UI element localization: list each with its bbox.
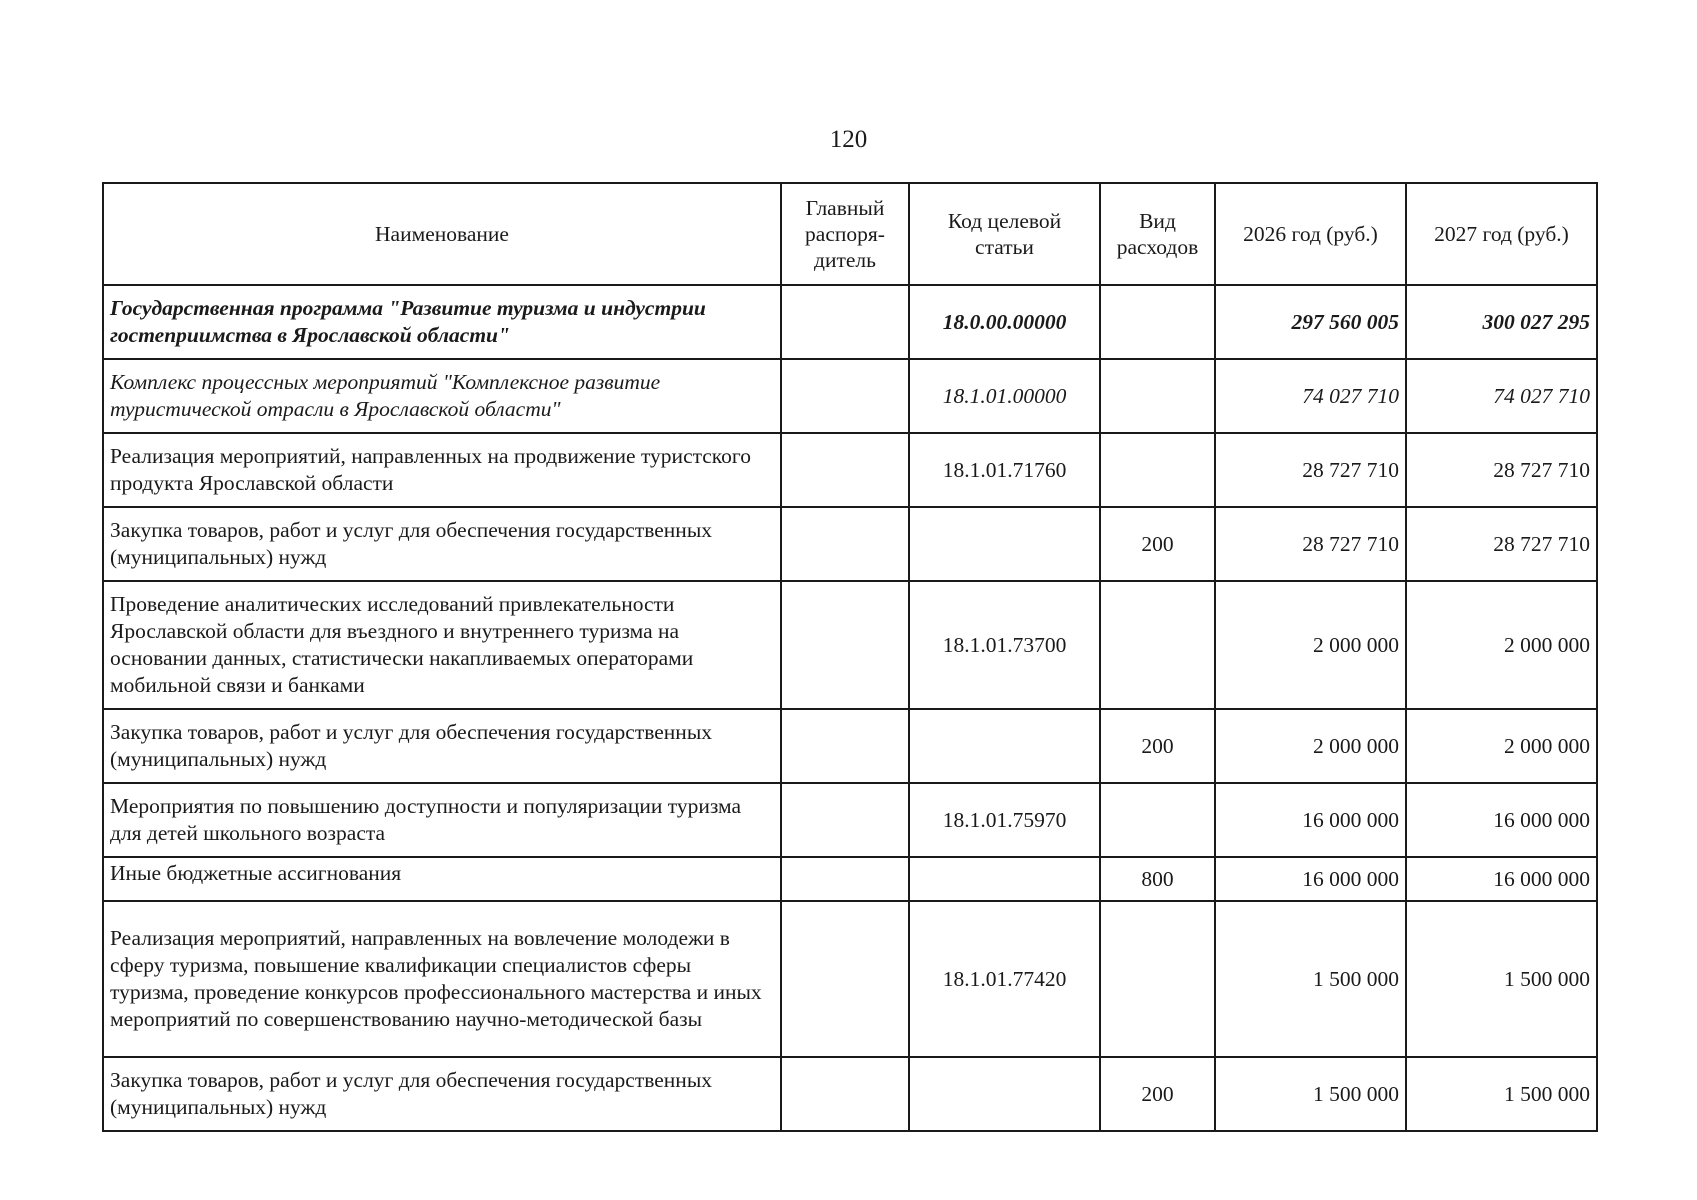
row-expense-type [1100, 783, 1215, 857]
row-year-2026: 1 500 000 [1215, 1057, 1406, 1131]
row-year-2027: 1 500 000 [1406, 1057, 1597, 1131]
table-row [103, 285, 1597, 359]
row-expense-type: 200 [1100, 1057, 1215, 1131]
table-row [103, 1057, 1597, 1131]
row-expense-type [1100, 581, 1215, 709]
table-row [103, 857, 1597, 901]
row-year-2027: 28 727 710 [1406, 433, 1597, 507]
header-code: Код целевой статьи [909, 183, 1100, 285]
row-manager [781, 709, 909, 783]
row-code [909, 709, 1100, 783]
row-manager [781, 1057, 909, 1131]
row-year-2026: 28 727 710 [1215, 433, 1406, 507]
row-manager [781, 783, 909, 857]
row-code: 18.1.01.77420 [909, 901, 1100, 1057]
row-name: Закупка товаров, работ и услуг для обеспечения государственных (муниципальных) нужд [103, 1057, 781, 1131]
table-row [103, 581, 1597, 709]
row-expense-type: 800 [1100, 857, 1215, 901]
page-number: 120 [829, 126, 868, 153]
row-name: Мероприятия по повышению доступности и популяризации туризма для детей школьного возраста [103, 783, 781, 857]
table-row [103, 433, 1597, 507]
row-year-2026: 2 000 000 [1215, 709, 1406, 783]
row-expense-type [1100, 359, 1215, 433]
row-manager [781, 433, 909, 507]
row-manager [781, 285, 909, 359]
row-year-2027: 16 000 000 [1406, 783, 1597, 857]
row-name: Реализация мероприятий, направленных на продвижение туристского продукта Ярославской области [103, 433, 781, 507]
row-manager [781, 901, 909, 1057]
row-manager [781, 581, 909, 709]
row-name: Закупка товаров, работ и услуг для обеспечения государственных (муниципальных) нужд [103, 507, 781, 581]
row-expense-type [1100, 433, 1215, 507]
row-year-2027: 28 727 710 [1406, 507, 1597, 581]
header-expense-type: Вид расходов [1100, 183, 1215, 285]
row-year-2027: 2 000 000 [1406, 581, 1597, 709]
row-year-2026: 2 000 000 [1215, 581, 1406, 709]
budget-table [102, 182, 1598, 1132]
row-year-2026: 1 500 000 [1215, 901, 1406, 1057]
row-expense-type: 200 [1100, 709, 1215, 783]
row-name: Закупка товаров, работ и услуг для обеспечения государственных (муниципальных) нужд [103, 709, 781, 783]
row-code: 18.1.01.71760 [909, 433, 1100, 507]
row-name: Проведение аналитических исследований привлекательности Ярославской области для въездного и внутреннего туризма на основании данных, статистически накапливаемых операторами мобильной связи и банками [103, 581, 781, 709]
row-manager [781, 507, 909, 581]
row-code: 18.1.01.73700 [909, 581, 1100, 709]
header-year-2026: 2026 год (руб.) [1215, 183, 1406, 285]
row-year-2026: 297 560 005 [1215, 285, 1406, 359]
row-year-2026: 16 000 000 [1215, 783, 1406, 857]
header-year-2027: 2027 год (руб.) [1406, 183, 1597, 285]
row-code [909, 857, 1100, 901]
table-header-row [103, 183, 1597, 285]
row-name: Реализация мероприятий, направленных на вовлечение молодежи в сферу туризма, повышение квалификации специалистов сферы туризма, проведение конкурсов профессионального мастерства и иных мероприятий по совершенствованию научно-методической базы [103, 901, 781, 1057]
row-code: 18.1.01.75970 [909, 783, 1100, 857]
header-name: Наименование [103, 183, 781, 285]
row-year-2027: 300 027 295 [1406, 285, 1597, 359]
row-year-2027: 74 027 710 [1406, 359, 1597, 433]
table-row [103, 359, 1597, 433]
row-expense-type: 200 [1100, 507, 1215, 581]
row-code [909, 507, 1100, 581]
row-year-2027: 1 500 000 [1406, 901, 1597, 1057]
table-row [103, 783, 1597, 857]
row-expense-type [1100, 285, 1215, 359]
row-code [909, 1057, 1100, 1131]
row-year-2027: 2 000 000 [1406, 709, 1597, 783]
row-manager [781, 359, 909, 433]
row-year-2026: 28 727 710 [1215, 507, 1406, 581]
table-row [103, 709, 1597, 783]
row-name: Государственная программа "Развитие туризма и индустрии гостеприимства в Ярославской области" [103, 285, 781, 359]
row-name: Иные бюджетные ассигнования [103, 857, 781, 901]
row-manager [781, 857, 909, 901]
row-year-2026: 74 027 710 [1215, 359, 1406, 433]
table-row [103, 507, 1597, 581]
row-code: 18.1.01.00000 [909, 359, 1100, 433]
row-year-2026: 16 000 000 [1215, 857, 1406, 901]
header-manager: Главный распоря-дитель [781, 183, 909, 285]
row-name: Комплекс процессных мероприятий "Комплексное развитие туристической отрасли в Ярославской области" [103, 359, 781, 433]
row-code: 18.0.00.00000 [909, 285, 1100, 359]
row-expense-type [1100, 901, 1215, 1057]
row-year-2027: 16 000 000 [1406, 857, 1597, 901]
table-row [103, 901, 1597, 1057]
